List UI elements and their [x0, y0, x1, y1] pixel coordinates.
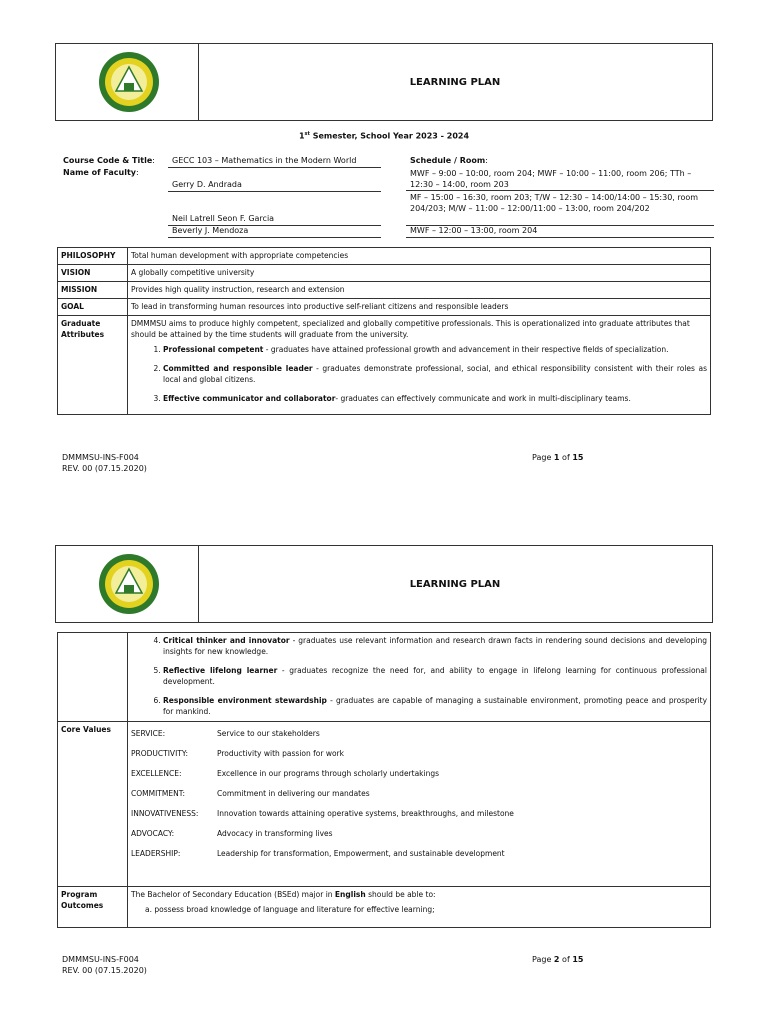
schedule-3: MWF – 12:00 – 13:00, room 204	[410, 226, 538, 235]
list-item: 1. Professional competent - graduates have attained professional growth and advancement in their respective fields of specialization.	[163, 344, 707, 355]
page2-number: Page 2 of 15	[532, 955, 584, 964]
document-title: LEARNING PLAN	[409, 76, 501, 88]
divider	[168, 237, 381, 238]
semester-ordinal: 1	[298, 131, 305, 141]
schedule-label: Schedule / Room:	[410, 156, 488, 165]
graduate-attributes-intro: DMMMSU aims to produce highly competent, specialized and globally competitive professionals. This is operationalized into graduate attributes that should be attained by the time students will graduate from the university.	[131, 319, 690, 339]
attribute-list-continued	[131, 635, 707, 717]
vision-text: A globally competitive university	[128, 265, 711, 282]
form-code: DMMMSU-INS-F004	[62, 453, 139, 462]
table-row	[58, 299, 711, 316]
list-item: SERVICE: Service to our stakeholders	[131, 729, 320, 738]
list-item: 4. Critical thinker and innovator - graduates use relevant information and research drawn facts in rendering sound decisions and developing insights for new knowledge.	[163, 635, 707, 657]
graduate-attributes-cell	[128, 316, 711, 415]
list-item: 5. Reflective lifelong learner - graduates recognize the need for, and ability to engage in lifelong learning for continuous professional development.	[163, 665, 707, 687]
core-values-label: Core Values	[58, 722, 128, 887]
course-code-label: Course Code & Title:	[63, 156, 155, 165]
table-row	[58, 265, 711, 282]
semester-line	[0, 131, 768, 141]
program-outcome-a: a. possess broad knowledge of language and literature for effective learning;	[145, 905, 435, 914]
divider	[406, 190, 714, 191]
attribute-list	[131, 344, 707, 404]
list-item: 2. Committed and responsible leader - graduates demonstrate professional, social, and ethical responsibility consistent with their roles as local and global citizens.	[163, 363, 707, 385]
mission-label: MISSION	[58, 282, 128, 299]
page1-footer-code	[62, 452, 147, 474]
graduate-attributes-label: Graduate Attributes	[58, 316, 128, 415]
empty-label-cell	[58, 633, 128, 722]
logo-cell	[56, 44, 199, 120]
page2-footer-code	[62, 954, 147, 976]
attributes-continued-cell	[128, 633, 711, 722]
faculty-name-2: Neil Latrell Seon F. Garcia	[172, 214, 275, 223]
list-item: EXCELLENCE: Excellence in our programs through scholarly undertakings	[131, 769, 440, 778]
vision-label: VISION	[58, 265, 128, 282]
list-item: 3. Effective communicator and collaborator- graduates can effectively communicate and work in multi-disciplinary teams.	[163, 393, 707, 404]
goal-text: To lead in transforming human resources into productive self-reliant citizens and responsible leaders	[128, 299, 711, 316]
vmgo-table	[57, 247, 711, 415]
divider	[406, 237, 714, 238]
list-item: LEADERSHIP: Leadership for transformation, Empowerment, and sustainable development	[131, 849, 505, 858]
logo-cell	[56, 546, 199, 622]
list-item: 6. Responsible environment stewardship - graduates are capable of managing a sustainable environment, promoting peace and prosperity for mankind.	[163, 695, 707, 717]
page1-number: Page 1 of 15	[532, 453, 584, 462]
revision: REV. 00 (07.15.2020)	[62, 966, 147, 975]
faculty-name-1: Gerry D. Andrada	[172, 180, 242, 189]
page2-table	[57, 632, 711, 928]
schedule-2: MF – 15:00 – 16:30, room 203; T/W – 12:30 – 14:00/14:00 – 15:30, room 204/203; M/W – 11:00 – 12:00/11:00 – 13:00, room 204/202	[410, 193, 699, 213]
goal-label: GOAL	[58, 299, 128, 316]
table-row	[58, 316, 711, 415]
list-item: COMMITMENT: Commitment in delivering our mandates	[131, 789, 370, 798]
course-title-value: GECC 103 – Mathematics in the Modern World	[172, 156, 357, 165]
page1-header	[55, 43, 713, 121]
philosophy-text: Total human development with appropriate competencies	[128, 248, 711, 265]
divider	[168, 167, 381, 168]
university-seal-icon	[98, 51, 160, 113]
form-code: DMMMSU-INS-F004	[62, 955, 139, 964]
table-row	[58, 633, 711, 722]
table-row	[58, 722, 711, 887]
philosophy-label: PHILOSOPHY	[58, 248, 128, 265]
table-row	[58, 282, 711, 299]
table-row	[58, 248, 711, 265]
revision: REV. 00 (07.15.2020)	[62, 464, 147, 473]
program-outcomes-intro: The Bachelor of Secondary Education (BSEd) major in English should be able to:	[131, 890, 436, 899]
semester-sup: st	[304, 131, 310, 137]
program-outcomes-cell	[128, 887, 711, 928]
mission-text: Provides high quality instruction, research and extension	[128, 282, 711, 299]
list-item: ADVOCACY: Advocacy in transforming lives	[131, 829, 333, 838]
page2-header	[55, 545, 713, 623]
list-item: INNOVATIVENESS: Innovation towards attaining operative systems, breakthroughs, and milestone	[131, 809, 514, 818]
program-outcomes-label: Program Outcomes	[58, 887, 128, 928]
document-title: LEARNING PLAN	[409, 578, 501, 590]
table-row	[58, 887, 711, 928]
list-item: PRODUCTIVITY: Productivity with passion for work	[131, 749, 344, 758]
schedule-1: MWF – 9:00 – 10:00, room 204; MWF – 10:00 – 11:00, room 206; TTh – 12:30 – 14:00, room 203	[410, 169, 692, 189]
faculty-label: Name of Faculty:	[63, 168, 139, 177]
core-values-cell	[128, 722, 711, 887]
divider	[168, 191, 381, 192]
faculty-name-3: Beverly J. Mendoza	[172, 226, 249, 235]
university-seal-icon	[98, 553, 160, 615]
semester-text: Semester, School Year 2023 - 2024	[309, 131, 470, 141]
